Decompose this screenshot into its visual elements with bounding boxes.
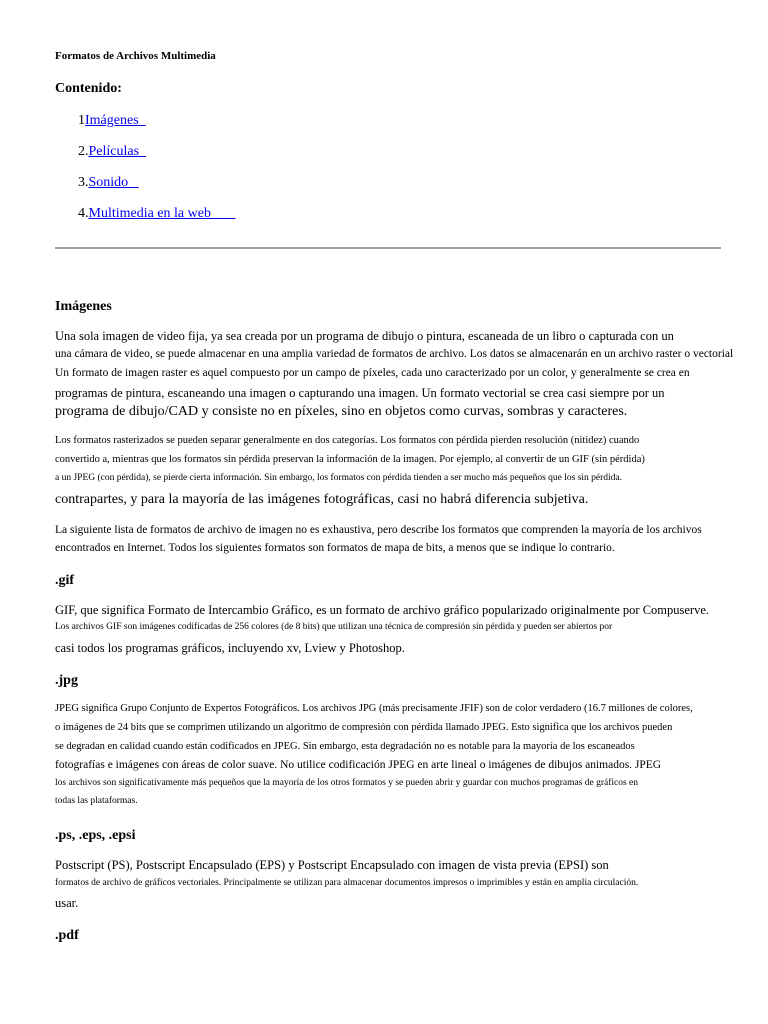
paragraph-line: a un JPEG (con pérdida), se pierde cierta información. Sin embargo, los formatos con pérdida tienden a ser mucho más pequeños que los sin pérdida. [55, 473, 623, 483]
paragraph-line: o imágenes de 24 bits que se comprimen utilizando un algoritmo de compresión con pérdida llamado JPEG. Esto significa que los archivos pueden [55, 722, 673, 733]
section-heading-jpg: .jpg [55, 673, 78, 688]
section-heading-gif: .gif [55, 573, 75, 588]
paragraph-line: encontrados en Internet. Todos los siguientes formatos son formatos de mapa de bits, a menos que se indique lo contrario. [55, 542, 615, 554]
toc-item-sonido [78, 175, 139, 191]
paragraph-line: Un formato de imagen raster es aquel compuesto por un campo de píxeles, cada uno caracterizado por un color, y generalmente se crea en [55, 367, 690, 379]
paragraph-line: Postscript (PS), Postscript Encapsulado (EPS) y Postscript Encapsulado con imagen de vista previa (EPSI) son [55, 858, 609, 872]
toc-link-imagenes[interactable]: Imágenes [85, 113, 139, 128]
paragraph-line: se degradan en calidad cuando están codificados en JPEG. Sin embargo, esta degradación no es notable para la mayoría de los escaneados [55, 741, 635, 752]
toc-item-multimedia-web [78, 206, 235, 222]
paragraph-line: fotografías e imágenes con áreas de color suave. No utilice codificación JPEG en arte lineal o imágenes de dibujos animados. JPEG [55, 759, 662, 771]
toc-link-peliculas[interactable]: Películas [88, 144, 140, 159]
toc-item-peliculas [78, 144, 146, 160]
paragraph-line: GIF, que significa Formato de Intercambio Gráfico, es un formato de archivo gráfico popularizado originalmente por Compuserve. [55, 603, 709, 617]
paragraph-line: programas de pintura, escaneando una imagen o capturando una imagen. Un formato vectorial se crea casi siempre por un [55, 386, 665, 400]
horizontal-divider [55, 247, 721, 249]
section-heading-ps: .ps, .eps, .epsi [55, 828, 136, 843]
toc-number: 4. [78, 206, 89, 221]
paragraph-line: Los archivos GIF son imágenes codificadas de 256 colores (de 8 bits) que utilizan una técnica de compresión sin pérdida y pueden ser abiertos por [55, 622, 613, 632]
paragraph-line: formatos de archivo de gráficos vectoriales. Principalmente se utilizan para almacenar documentos impresos o imprimibles y están en amplia circulación. [55, 878, 639, 888]
contents-heading: Contenido: [55, 81, 122, 96]
paragraph-line: todas las plataformas. [55, 796, 138, 806]
toc-link-sonido[interactable]: Sonido [88, 175, 129, 190]
toc-item-imagenes [78, 113, 146, 129]
paragraph-line: Una sola imagen de video fija, ya sea creada por un programa de dibujo o pintura, escaneada de un libro o capturada con un [55, 329, 674, 343]
paragraph-line: usar. [55, 896, 79, 910]
paragraph-line: casi todos los programas gráficos, incluyendo xv, Lview y Photoshop. [55, 641, 405, 655]
document-title: Formatos de Archivos Multimedia [55, 50, 216, 62]
toc-number: 3. [78, 175, 89, 190]
paragraph-line: JPEG significa Grupo Conjunto de Expertos Fotográficos. Los archivos JPG (más precisamente JFIF) son de color verdadero (16.7 millones de colores, [55, 703, 693, 714]
paragraph-line: Los formatos rasterizados se pueden separar generalmente en dos categorías. Los formatos con pérdida pierden resolución (nitidez) cuando [55, 435, 640, 446]
toc-number: 1 [78, 113, 85, 128]
paragraph-line: convertido a, mientras que los formatos sin pérdida preservan la información de la imagen. Por ejemplo, al convertir de un GIF (sin pérdida) [55, 454, 645, 465]
paragraph-line: La siguiente lista de formatos de archivo de imagen no es exhaustiva, pero describe los formatos que comprenden la mayoría de los archivos [55, 524, 702, 536]
section-heading-pdf: .pdf [55, 928, 79, 943]
section-heading-imagenes: Imágenes [55, 299, 112, 314]
toc-link-multimedia-web[interactable]: Multimedia en la web [88, 206, 211, 221]
paragraph-line: programa de dibujo/CAD y consiste no en píxeles, sino en objetos como curvas, sombras y caracteres. [55, 404, 628, 419]
paragraph-line: una cámara de video, se puede almacenar en una amplia variedad de formatos de archivo. Los datos se almacenarán en un archivo raster o vectorial [55, 348, 734, 360]
toc-number: 2. [78, 144, 89, 159]
paragraph-line: los archivos son significativamente más pequeños que la mayoría de los otros formatos y se pueden abrir y guardar con muchos programas de gráficos en [55, 778, 639, 788]
paragraph-line: contrapartes, y para la mayoría de las imágenes fotográficas, casi no habrá diferencia subjetiva. [55, 492, 589, 507]
